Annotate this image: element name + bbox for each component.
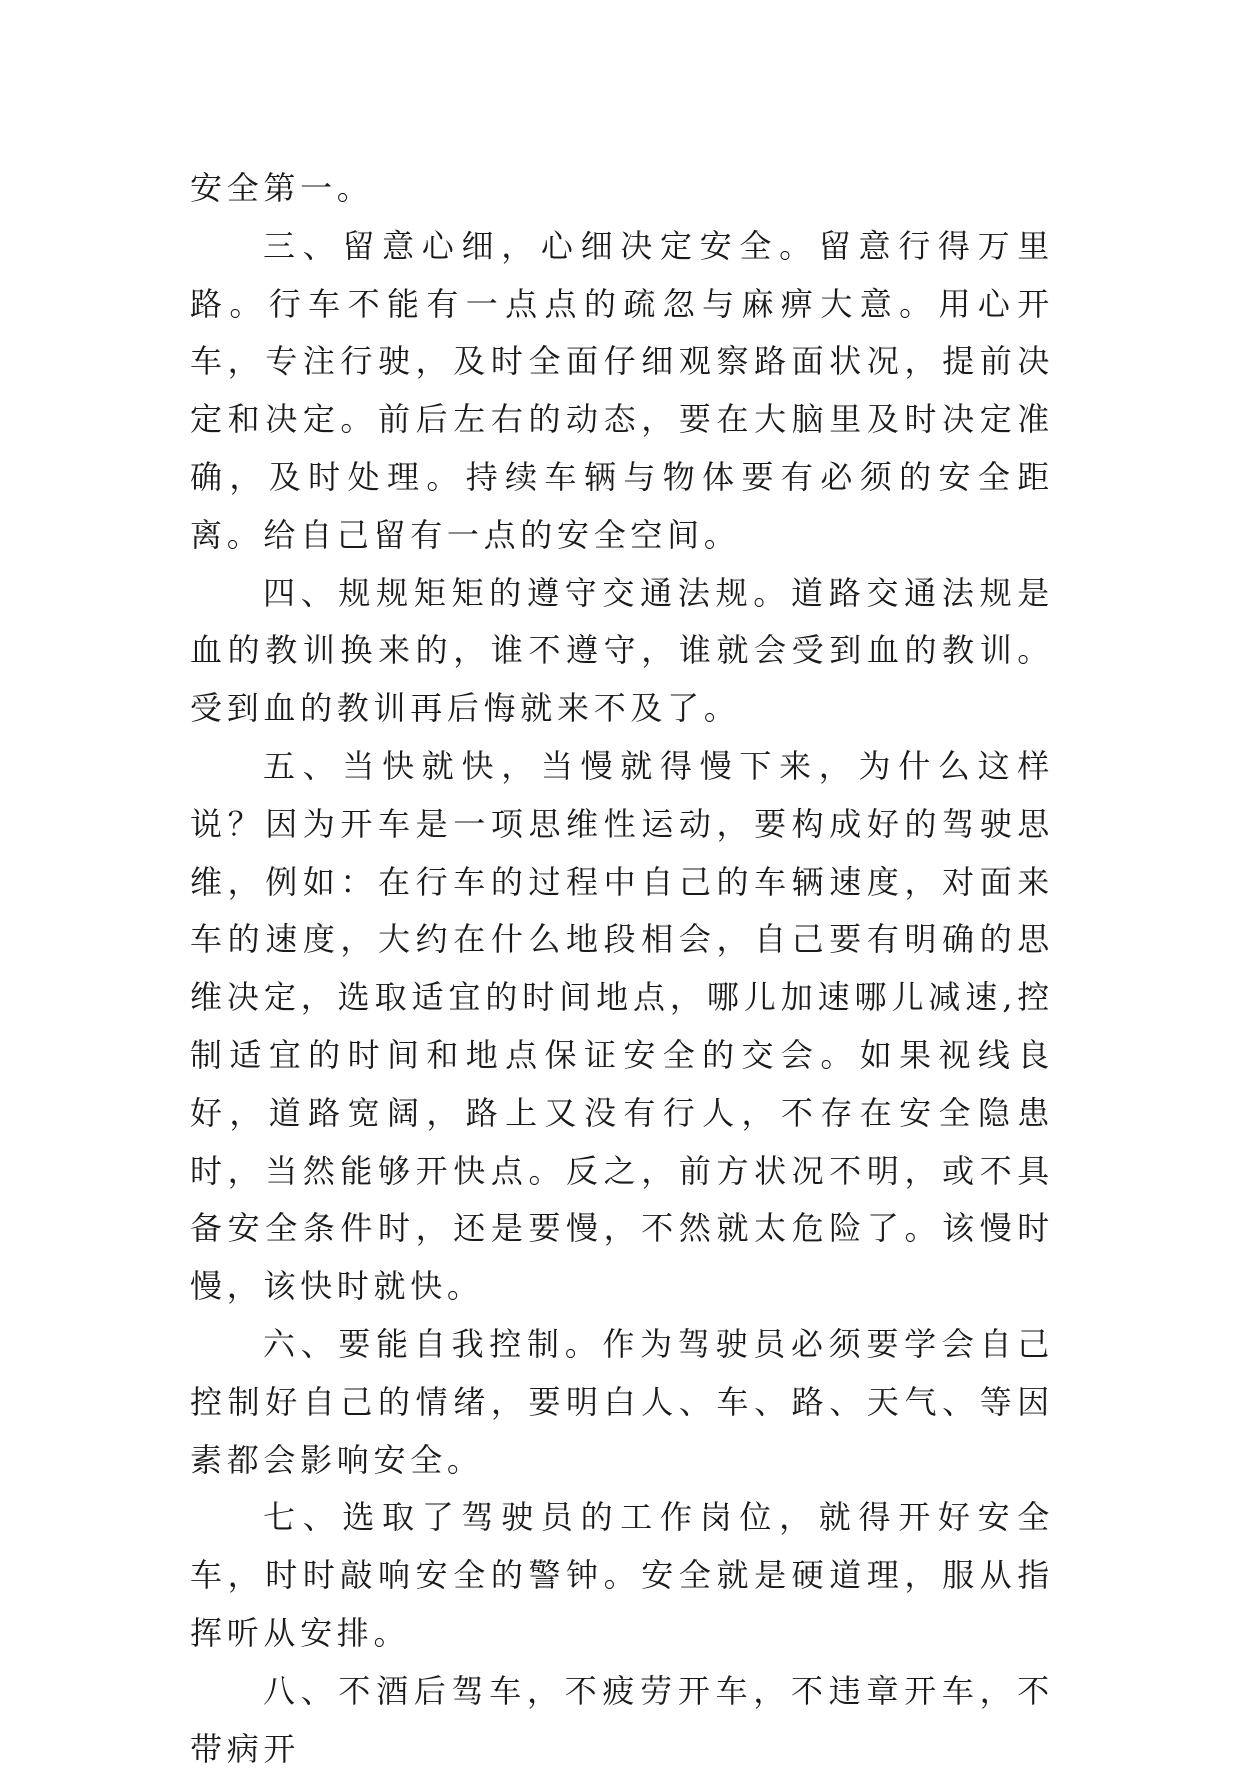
paragraph-item-6: 六、要能自我控制。作为驾驶员必须要学会自己控制好自己的情绪，要明白人、车、路、天气、等因素都会影响安全。 <box>190 1324 1054 1479</box>
paragraph-item-5: 五、当快就快，当慢就得慢下来，为什么这样说？因为开车是一项思维性运动，要构成好的驾驶思维，例如：在行车的过程中自己的车辆速度，对面来车的速度，大约在什么地段相会，自己要有明确的思维决定，选取适宜的时间地点，哪儿加速哪儿减速,控制适宜的时间和地点保证安全的交会。如果视线良好，道路宽阔，路上又没有行人，不存在安全隐患时，当然能够开快点。反之，前方状况不明，或不具备安全条件时，还是要慢，不然就太危险了。该慢时慢，该快时就快。 <box>190 746 1054 1306</box>
paragraph-item-3: 三、留意心细，心细决定安全。留意行得万里路。行车不能有一点点的疏忽与麻痹大意。用心开车，专注行驶，及时全面仔细观察路面状况，提前决定和决定。前后左右的动态，要在大脑里及时决定准确，及时处理。持续车辆与物体要有必须的安全距离。给自己留有一点的安全空间。 <box>190 226 1054 554</box>
paragraph-item-4: 四、规规矩矩的遵守交通法规。道路交通法规是血的教训换来的，谁不遵守，谁就会受到血的教训。受到血的教训再后悔就来不及了。 <box>190 573 1054 728</box>
paragraph-item-7: 七、选取了驾驶员的工作岗位，就得开好安全车，时时敲响安全的警钟。安全就是硬道理，服从指挥听从安排。 <box>190 1498 1054 1652</box>
paragraph-continuation: 安全第一。 <box>190 169 374 207</box>
document-body <box>190 160 1054 1778</box>
paragraph-item-8: 八、不酒后驾车，不疲劳开车，不违章开车，不带病开 <box>190 1671 1054 1768</box>
